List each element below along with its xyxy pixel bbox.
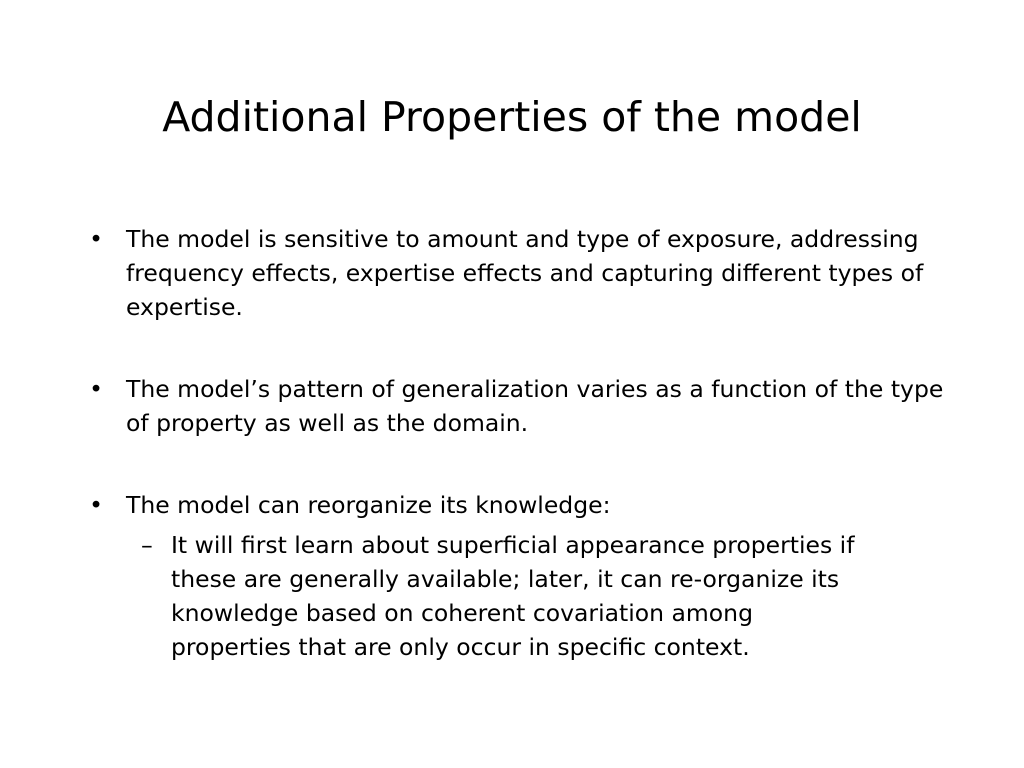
- sub-bullet-text: It will first learn about superficial appearance properties if these are generally available; later, it can re-organize its knowledge based on coherent covariation among properties that are only occur in specific context.: [171, 531, 855, 661]
- bullet-list: [86, 222, 946, 664]
- sub-bullet-item: [126, 528, 871, 664]
- bullet-text: The model is sensitive to amount and type of exposure, addressing frequency effects, expertise effects and capturing different types of expertise.: [126, 225, 924, 321]
- sub-bullet-list: [126, 528, 946, 664]
- bullet-icon: •: [89, 225, 103, 253]
- bullet-item: [86, 488, 946, 664]
- bullet-text: The model can reorganize its knowledge:: [126, 491, 611, 519]
- bullet-item: [86, 372, 946, 440]
- dash-icon: –: [141, 531, 153, 559]
- slide-title: Additional Properties of the model: [162, 93, 862, 141]
- bullet-item: [86, 222, 946, 324]
- bullet-icon: •: [89, 491, 103, 519]
- bullet-text: The model’s pattern of generalization varies as a function of the type of property as well as the domain.: [126, 375, 944, 437]
- bullet-icon: •: [89, 375, 103, 403]
